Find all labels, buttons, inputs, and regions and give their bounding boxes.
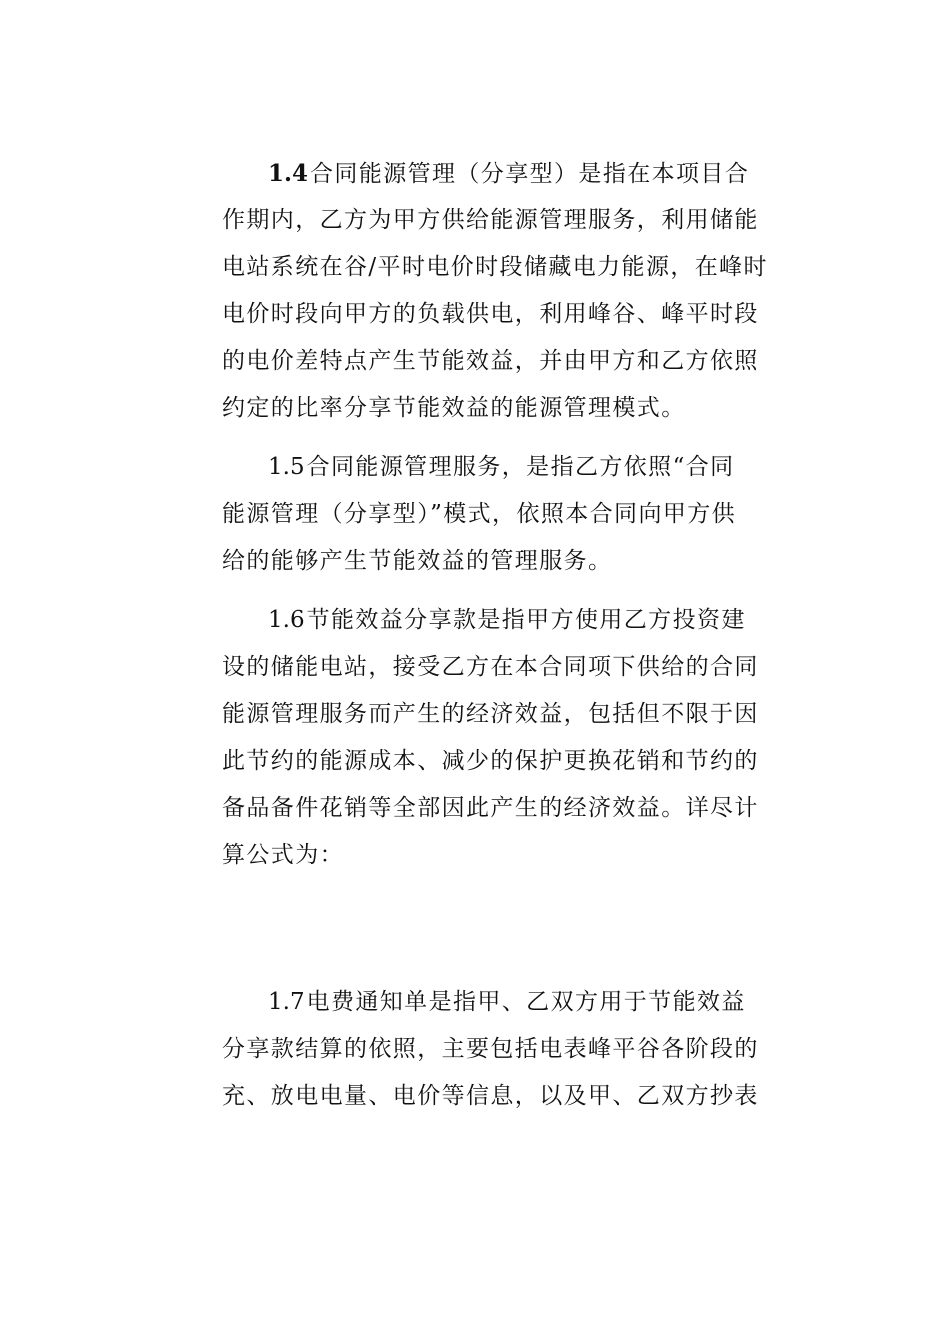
clause-1-7-line-3: 充、放电电量、电价等信息，以及甲、乙双方抄表 [222, 1083, 759, 1109]
clause-number: 1.6 [268, 607, 305, 633]
clause-1-7-line-2: 分享款结算的依照，主要包括电表峰平谷各阶段的 [222, 1036, 759, 1062]
document-body [222, 150, 768, 1120]
clause-1-5-line-2: 能源管理（分享型）”模式，依照本合同向甲方供 [222, 501, 737, 527]
clause-1-6-line-2: 设的储能电站，接受乙方在本合同项下供给的合同 [222, 654, 759, 680]
clause-1-7 [222, 979, 759, 1120]
clause-1-6 [222, 597, 759, 879]
clause-1-4 [222, 150, 768, 432]
clause-1-4-line-6: 约定的比率分享节能效益的能源管理模式。 [222, 395, 686, 421]
clause-1-6-line-5: 备品备件花销等全部因此产生的经济效益。详尽计 [222, 795, 759, 821]
clause-1-7-line-1 [222, 979, 746, 1026]
clause-text: 节能效益分享款是指甲方使用乙方投资建 [306, 607, 746, 633]
clause-number: 1.5 [268, 454, 305, 480]
paragraph-spacer [222, 585, 728, 597]
clause-text: 合同能源管理（分享型）是指在本项目合 [310, 161, 750, 187]
clause-text: 电费通知单是指甲、乙双方用于节能效益 [306, 989, 746, 1015]
clause-1-4-line-2: 作期内，乙方为甲方供给能源管理服务，利用储能 [222, 207, 759, 233]
clause-1-4-line-4: 电价时段向甲方的负载供电，利用峰谷、峰平时段 [222, 301, 759, 327]
clause-1-6-line-4: 此节约的能源成本、减少的保护更换花销和节约的 [222, 748, 759, 774]
clause-1-4-line-5: 的电价差特点产生节能效益，并由甲方和乙方依照 [222, 348, 759, 374]
clause-1-5 [222, 444, 737, 585]
clause-1-6-line-6: 算公式为： [222, 842, 344, 868]
clause-1-6-line-3: 能源管理服务而产生的经济效益，包括但不限于因 [222, 701, 759, 727]
clause-1-4-line-1 [222, 150, 750, 197]
clause-number: 1.7 [268, 989, 305, 1015]
clause-text: 合同能源管理服务，是指乙方依照“合同 [306, 454, 735, 480]
paragraph-spacer [222, 432, 728, 444]
formula-blank-space [222, 879, 728, 979]
clause-1-5-line-3: 给的能够产生节能效益的管理服务。 [222, 548, 613, 574]
clause-1-6-line-1 [222, 597, 746, 644]
clause-number: 1.4 [268, 160, 309, 187]
clause-1-4-line-3: 电站系统在谷/平时电价时段储藏电力能源，在峰时 [222, 254, 768, 280]
clause-1-5-line-1 [222, 444, 735, 491]
